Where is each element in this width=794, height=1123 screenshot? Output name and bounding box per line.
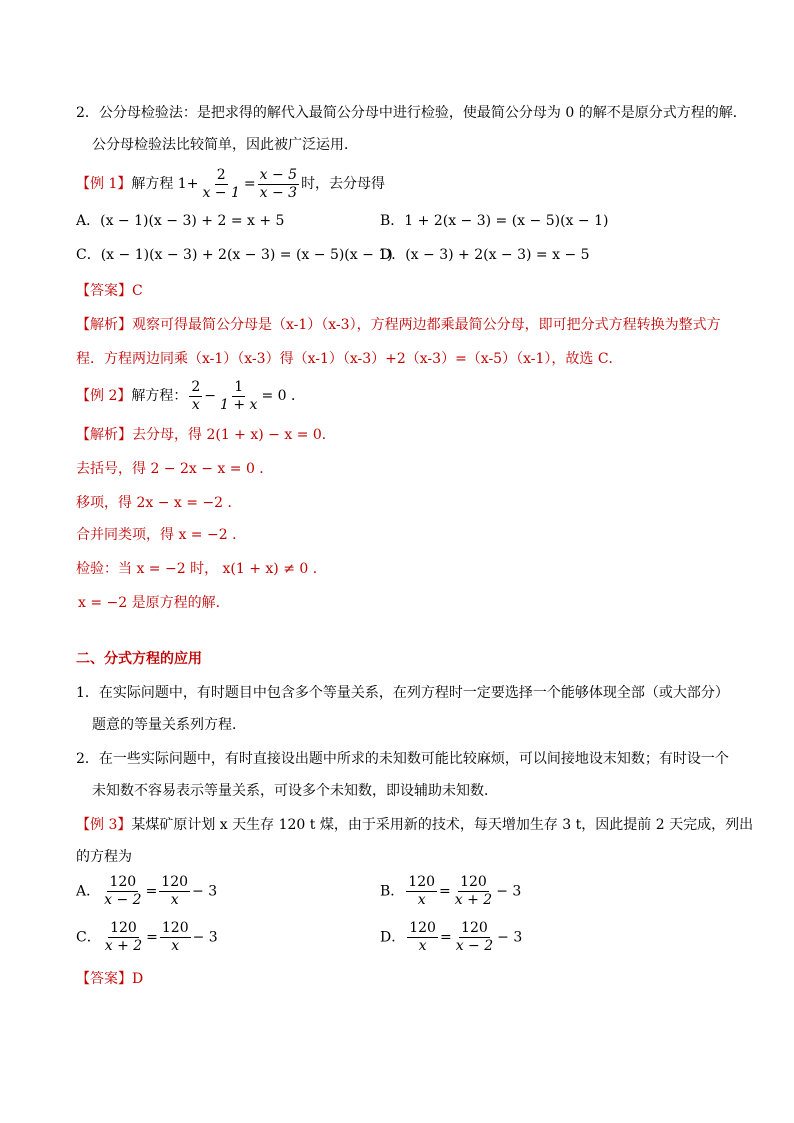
- example3-answer-value: D: [132, 971, 144, 987]
- example3-question-line1: 【例 3】某煤矿原计划 x 天生存 120 t 煤，由于采用新的技术，每天增加生存 3 t，因此提前 2 天完成，列出: [76, 817, 754, 833]
- example3-answer: [76, 970, 143, 988]
- example1-option-a: A．(x − 1)(x − 3) + 2 = x + 5: [76, 213, 285, 229]
- sec1-item2-line2: 公分母检验法比较简单，因此被广泛运用．: [92, 137, 358, 153]
- sec2-item1-line1: 1．在实际问题中，有时题目中包含多个等量关系，在列方程时一定要选择一个能够体现全部（或大部分）: [76, 685, 729, 701]
- example1-text-pre: 解方程 1+: [131, 176, 199, 192]
- example3-option-a: A． $\frac{120}{x - 2}$ = $\frac{120}{x}$ − 3: [76, 874, 218, 908]
- example1-analysis-line1: 【解析】观察可得最简公分母是（x-1）（x-3），方程两边都乘最简公分母，即可把分式方程转换为整式方: [76, 317, 721, 333]
- example1-answer-tag: 【答案】: [76, 283, 132, 299]
- example1-fraction-1: $\frac{2}{x - 1}$: [202, 166, 240, 201]
- sec1-item2-line1: 2．公分母检验法：是把求得的解代入最简公分母中进行检验，使最简公分母为 0 的解不是原分式方程的解．: [76, 105, 747, 121]
- example3-option-b: B． $\frac{120}{x}$ = $\frac{120}{x + 2}$ − 3: [380, 874, 522, 908]
- example3-tag: 【例 3】: [76, 817, 132, 833]
- example1-option-c: C．(x − 1)(x − 3) + 2(x − 3) = (x − 5)(x − 1): [76, 247, 393, 263]
- example2-tag: 【例 2】: [76, 388, 132, 404]
- example1-option-b: B．1 + 2(x − 3) = (x − 5)(x − 1): [380, 213, 609, 229]
- example1-fraction-2: $\frac{x - 5}{x - 3}$: [259, 166, 298, 201]
- example1-text-post: 时，去分母得: [301, 176, 386, 192]
- example3-question-line2: 的方程为: [76, 849, 132, 865]
- example2-analysis-tag: 【解析】: [76, 427, 132, 443]
- sec2-item2-line1: 2．在一些实际问题中，有时直接设出题中所求的未知数可能比较麻烦，可以间接地设末知数；有时设一个: [76, 751, 729, 767]
- section2-title: 二、分式方程的应用: [76, 651, 202, 667]
- example1-answer-value: C: [132, 283, 143, 299]
- example3-answer-tag: 【答案】: [76, 971, 132, 987]
- example2-fraction-2: $\frac{1}{1 + x}$: [220, 378, 258, 413]
- example3-option-d: D． $\frac{120}{x}$ = $\frac{120}{x - 2}$ − 3: [380, 920, 523, 954]
- example2-step5: 检验：当 x = −2 时， x(1 + x) ≠ 0 ．: [76, 561, 327, 577]
- example1-option-d: D．(x − 3) + 2(x − 3) = x − 5: [380, 247, 590, 263]
- example2-step2: 去括号，得 2 − 2x − x = 0 ．: [76, 461, 274, 477]
- example2-step6: x = −2 是原方程的解．: [78, 595, 230, 611]
- example2-fraction-1: $\frac{2}{x}$: [191, 378, 201, 413]
- example1-question: 【例 1】解方程 1+ $\frac{2}{x - 1}$ = $\frac{x - 5}{x - 3}$ 时，去分母得: [76, 166, 386, 201]
- example2-step4: 合并同类项，得 x = −2 ．: [76, 527, 247, 543]
- example2-question: 【例 2】解方程： $\frac{2}{x}$ − $\frac{1}{1 + x}$ = 0 ．: [76, 378, 305, 413]
- example1-tag: 【例 1】: [76, 176, 132, 192]
- example2-analysis-step1: 【解析】去分母，得 2(1 + x) − x = 0．: [76, 427, 336, 443]
- example1-analysis-line2: 程．方程两边同乘（x-1）（x-3）得（x-1）（x-3）+2（x-3）=（x-5）（x-1），故选 C．: [76, 351, 623, 367]
- example2-step3: 移项，得 2x − x = −2 ．: [76, 495, 242, 511]
- example1-analysis-tag: 【解析】: [76, 317, 132, 333]
- example3-option-c: C． $\frac{120}{x + 2}$ = $\frac{120}{x}$ − 3: [76, 920, 218, 954]
- sec2-item2-line2: 未知数不容易表示等量关系，可设多个未知数，即设辅助未知数．: [92, 783, 498, 799]
- example1-answer: [76, 282, 143, 300]
- sec2-item1-line2: 题意的等量关系列方程．: [92, 717, 246, 733]
